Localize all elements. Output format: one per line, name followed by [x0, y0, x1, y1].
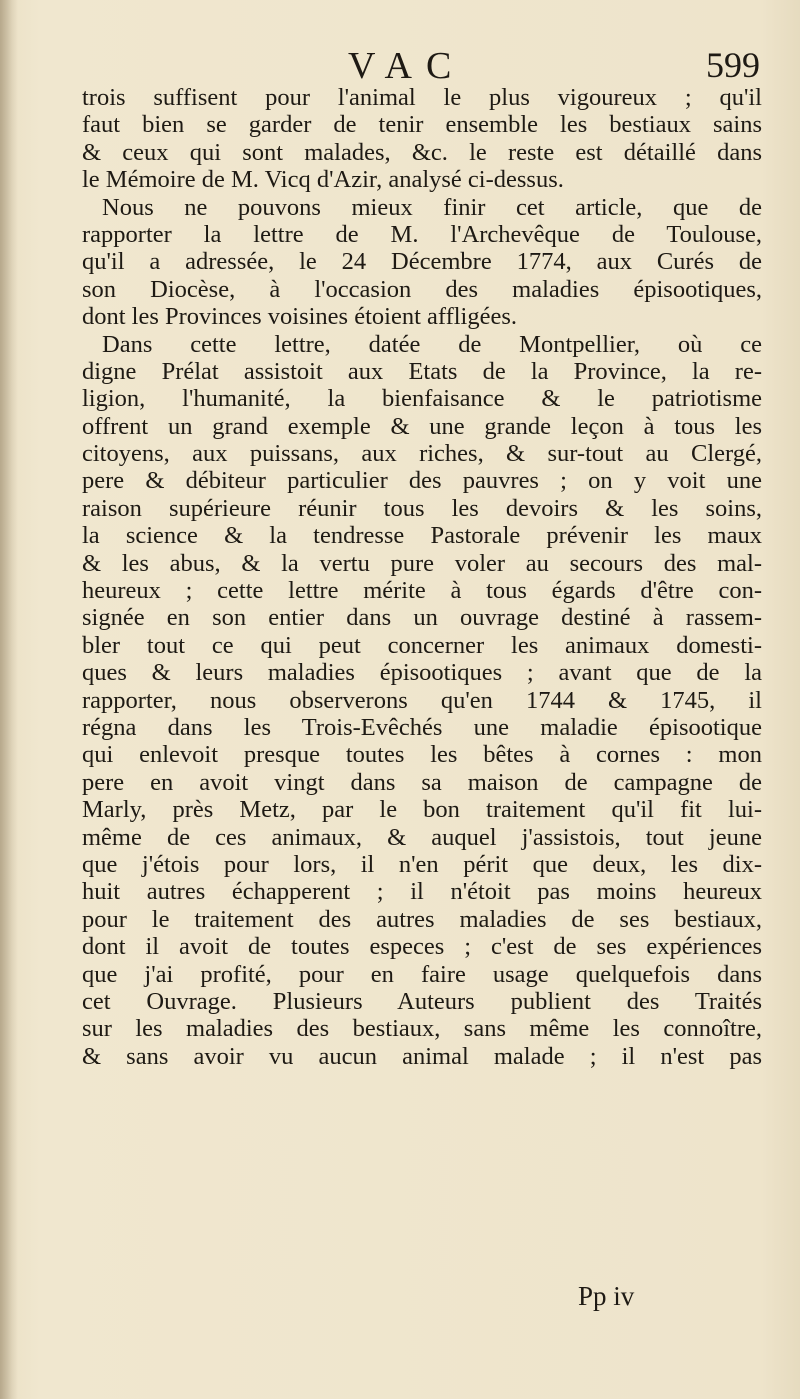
text-line: même de ces animaux, & auquel j'assistois, tout jeune — [82, 823, 762, 851]
text-line: bler tout ce qui peut concerner les animaux domesti- — [82, 631, 762, 659]
text-line: dont les Provinces voisines étoient affligées. — [82, 303, 518, 331]
text-line: qu'il a adressée, le 24 Décembre 1774, aux Curés de — [82, 248, 762, 276]
text-line: pere & débiteur particulier des pauvres ; on y voit une — [82, 467, 762, 495]
signature-mark: Pp iv — [578, 1281, 635, 1311]
text-line: cet Ouvrage. Plusieurs Auteurs publient des Traités — [82, 987, 762, 1015]
page-number: 599 — [706, 45, 760, 85]
text-line: huit autres échapperent ; il n'étoit pas moins heureux — [82, 878, 762, 906]
body-text — [82, 84, 762, 1070]
text-line: rapporter la lettre de M. l'Archevêque de Toulouse, — [82, 220, 762, 248]
text-line: ligion, l'humanité, la bienfaisance & le patriotisme — [82, 385, 762, 413]
text-line: & les abus, & la vertu pure voler au secours des mal- — [82, 549, 762, 577]
text-line: Dans cette lettre, datée de Montpellier, où ce — [102, 330, 762, 358]
text-line: Marly, près Metz, par le bon traitement qu'il fit lui- — [82, 796, 762, 824]
text-line: sur les maladies des bestiaux, sans même les connoître, — [82, 1015, 762, 1043]
text-line: & ceux qui sont malades, &c. le reste est détaillé dans — [82, 138, 762, 166]
page-gutter-shadow — [0, 0, 18, 1399]
text-line: signée en son entier dans un ouvrage destiné à rassem- — [82, 604, 762, 632]
running-head-title: VAC — [348, 45, 466, 87]
text-line: pere en avoit vingt dans sa maison de campagne de — [82, 768, 762, 796]
text-line: & sans avoir vu aucun animal malade ; il n'est pas — [82, 1042, 762, 1070]
text-line: trois suffisent pour l'animal le plus vigoureux ; qu'il — [82, 84, 762, 111]
text-line: ques & leurs maladies épisootiques ; avant que de la — [82, 659, 762, 687]
text-line: qui enlevoit presque toutes les bêtes à cornes : mon — [82, 741, 762, 769]
running-head — [80, 40, 760, 90]
text-line: dont il avoit de toutes especes ; c'est de ses expériences — [82, 933, 762, 961]
text-line: offrent un grand exemple & une grande leçon à tous les — [82, 412, 762, 440]
text-line: citoyens, aux puissans, aux riches, & sur-tout au Clergé, — [82, 440, 762, 468]
text-line: que j'étois pour lors, il n'en périt que deux, les dix- — [82, 850, 762, 878]
text-line: heureux ; cette lettre mérite à tous égards d'être con- — [82, 577, 762, 605]
text-line: raison supérieure réunir tous les devoirs & les soins, — [82, 494, 762, 522]
text-line: régna dans les Trois-Evêchés une maladie épisootique — [82, 713, 762, 741]
text-line: pour le traitement des autres maladies de ses bestiaux, — [82, 905, 762, 933]
text-line: son Diocèse, à l'occasion des maladies épisootiques, — [82, 275, 762, 303]
text-line: le Mémoire de M. Vicq d'Azir, analysé ci-dessus. — [82, 166, 564, 194]
text-line: faut bien se garder de tenir ensemble les bestiaux sains — [82, 111, 762, 139]
text-line: que j'ai profité, pour en faire usage quelquefois dans — [82, 960, 762, 988]
text-line: Nous ne pouvons mieux finir cet article, que de — [102, 193, 762, 221]
text-line: rapporter, nous observerons qu'en 1744 & 1745, il — [82, 686, 762, 714]
text-line: digne Prélat assistoit aux Etats de la Province, la re- — [82, 357, 762, 385]
text-line: la science & la tendresse Pastorale prévenir les maux — [82, 522, 762, 550]
